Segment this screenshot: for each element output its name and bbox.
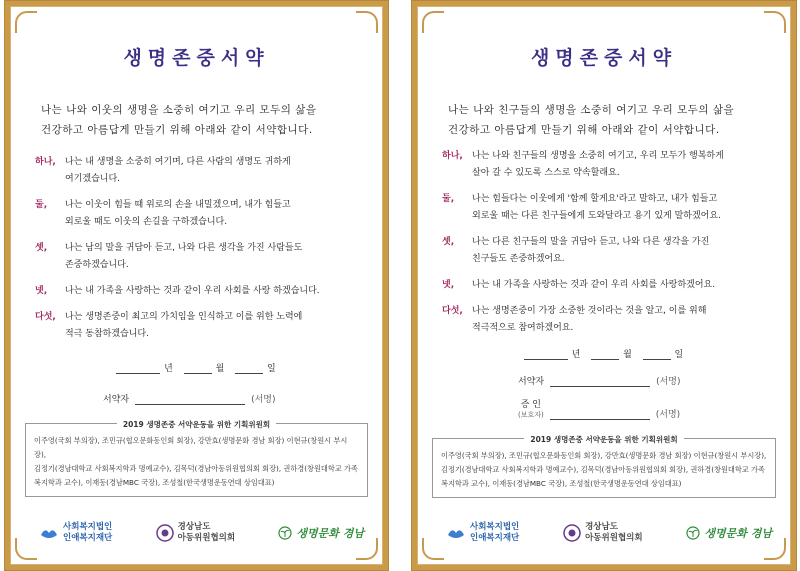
card-inner-frame — [417, 6, 791, 565]
day-label: 일 — [267, 364, 277, 374]
item-line: 나는 생명존중이 가장 소중한 것이라는 것을 알고, 이를 위해 — [472, 306, 707, 316]
corner-ornament — [422, 538, 444, 560]
item-text — [472, 277, 778, 294]
sponsor-logos — [446, 522, 772, 544]
signer-row — [103, 392, 382, 405]
item-line: 나는 내 생명을 소중히 여기며, 다른 사람의 생명도 귀하게 — [65, 157, 291, 167]
committee-title — [26, 418, 367, 432]
committee-line: 이주영(국회 부의장), 조민규(협오문화동인회 회장), 강만효(생명문화 경남 회장) 이현규(창원시 부시장), — [34, 436, 348, 459]
emblem-icon — [563, 524, 581, 542]
date-row — [418, 347, 790, 360]
intro-line: 건강하고 아름답게 만들기 위해 아래와 같이 서약합니다. — [448, 124, 720, 136]
pledge-intro — [448, 100, 772, 140]
pledge-intro — [41, 100, 364, 140]
item-number: 셋, — [442, 237, 455, 247]
item-text — [472, 191, 778, 225]
logo-text: 아동위원협의회 — [585, 533, 643, 543]
day-blank[interactable] — [235, 373, 263, 374]
emblem-icon — [156, 524, 174, 542]
pledge-card-adult — [4, 0, 389, 571]
item-text — [472, 148, 778, 182]
logo-text: 사회복지법인 — [470, 522, 520, 532]
pledge-item — [35, 283, 370, 300]
pledge-item — [35, 309, 370, 343]
item-text — [65, 154, 370, 188]
card-inner-frame — [10, 6, 383, 565]
signer-row — [518, 374, 790, 387]
pledge-title: 생명존중서약 — [123, 47, 270, 69]
witness-label-group — [518, 397, 544, 420]
item-line: 존중하겠습니다. — [65, 260, 129, 270]
corner-ornament — [764, 11, 786, 33]
committee-box — [25, 420, 368, 497]
item-text — [472, 303, 778, 337]
item-line: 나는 내 가족을 사랑하는 것과 같이 우리 사회를 사랑하겠어요. — [472, 280, 716, 290]
year-label: 년 — [571, 350, 582, 360]
pledge-item — [442, 303, 778, 337]
sign-paren: (서명) — [656, 377, 681, 387]
pledge-item — [35, 240, 370, 274]
item-line: 나는 남의 말을 귀담아 듣고, 나와 다른 생각을 가진 사람들도 — [65, 243, 303, 253]
year-label: 년 — [164, 364, 174, 374]
witness-blank[interactable] — [550, 419, 650, 420]
pledge-card-child — [411, 0, 797, 571]
month-label: 월 — [623, 350, 633, 360]
corner-ornament — [15, 538, 37, 560]
month-blank[interactable] — [591, 359, 619, 360]
committee-line: 이주영(국회 부의장), 조민규(협오문화동인회 회장), 강만효(생명문화 경남 회장) 이현규(창원시 부시장), — [441, 451, 767, 460]
item-text — [65, 240, 370, 274]
child-committee-logo — [563, 522, 642, 544]
month-label: 월 — [215, 364, 226, 374]
committee-title-text: 2019 생명존중 서약운동을 위한 기획위원회 — [117, 420, 276, 429]
item-number: 하나, — [35, 157, 56, 167]
item-line: 친구들도 존중하겠어요. — [472, 254, 565, 264]
intro-line: 건강하고 아름답게 만들기 위해 아래와 같이 서약합니다. — [41, 124, 313, 136]
pledge-item — [442, 234, 778, 268]
item-number: 다섯, — [442, 306, 463, 316]
witness-row — [518, 397, 790, 420]
corner-ornament — [356, 11, 378, 33]
item-number: 넷, — [35, 286, 48, 296]
item-number: 둘, — [442, 194, 455, 204]
item-text — [65, 197, 370, 231]
item-number: 셋, — [35, 243, 48, 253]
item-line: 나는 생명존중이 최고의 가치임을 인식하고 이를 위한 노력에 — [65, 312, 303, 322]
intro-line: 나는 나와 친구들의 생명을 소중히 여기고 우리 모두의 삶을 — [448, 104, 735, 116]
logo-text: 사회복지법인 — [63, 522, 113, 532]
committee-line: 복지학과 교수), 이재동(경남MBC 국장), 조성철(한국생명운동연대 상임대표) — [34, 478, 275, 487]
sprout-icon — [278, 526, 292, 540]
committee-line: 김정기(경남대학교 사회복지학과 명예교수), 김목덕(경남아동위원협의회 회장), 권하경(창원대학교 가족 — [441, 465, 765, 474]
item-line: 나는 다른 친구들의 말을 귀담아 듣고, 나와 다른 생각을 가진 — [472, 237, 710, 247]
witness-sublabel: (보호자) — [518, 411, 544, 419]
signer-label: 서약자 — [103, 395, 130, 405]
item-text — [65, 309, 370, 343]
item-line: 적극적으로 참여하겠어요. — [472, 323, 574, 333]
item-line: 나는 힘들다는 이웃에게 '함께 할게요'라고 말하고, 내가 힘들고 — [472, 194, 718, 204]
item-text — [472, 234, 778, 268]
logo-text: 인애복지재단 — [470, 533, 520, 543]
logo-text: 인애복지재단 — [63, 533, 113, 543]
item-number: 둘, — [35, 200, 48, 210]
item-line: 나는 나와 친구들의 생명을 소중히 여기고, 우리 모두가 행복하게 — [472, 151, 724, 161]
logo-text: 경상남도 — [585, 522, 618, 532]
committee-line: 김정기(경남대학교 사회복지학과 명예교수), 김목덕(경남아동위원협의회 회장), 권하경(창원대학교 가족 — [34, 464, 358, 473]
life-culture-logo — [278, 526, 364, 540]
sponsor-logos — [39, 522, 364, 544]
child-committee-logo — [156, 522, 235, 544]
hands-icon — [446, 525, 466, 541]
year-blank[interactable] — [524, 359, 568, 360]
item-line: 외로울 때는 다른 친구들에게 도와달라고 용기 있게 말하겠어요. — [472, 211, 721, 221]
signer-blank[interactable] — [135, 404, 245, 405]
signer-blank[interactable] — [550, 386, 650, 387]
committee-title — [433, 433, 775, 447]
day-label: 일 — [674, 350, 685, 360]
month-blank[interactable] — [184, 373, 212, 374]
intro-line: 나는 나와 이웃의 생명을 소중히 여기고 우리 모두의 삶을 — [41, 104, 317, 116]
pledge-item — [35, 154, 370, 188]
welfare-foundation-logo — [446, 522, 519, 544]
day-blank[interactable] — [643, 359, 671, 360]
sprout-icon — [686, 526, 700, 540]
signer-label: 서약자 — [518, 377, 545, 387]
logo-text: 아동위원협의회 — [177, 533, 236, 543]
item-number: 다섯, — [35, 312, 56, 322]
pledge-title: 생명존중서약 — [530, 47, 678, 69]
item-line: 외로울 때도 이웃의 손길을 구하겠습니다. — [65, 217, 228, 227]
item-line: 적극 동참하겠습니다. — [65, 329, 149, 339]
pledge-item — [442, 191, 778, 225]
life-culture-logo — [686, 526, 772, 540]
committee-title-text: 2019 생명존중 서약운동을 위한 기획위원회 — [524, 435, 683, 444]
hands-icon — [39, 525, 59, 541]
item-number: 넷, — [442, 280, 455, 290]
item-line: 나는 이웃이 힘들 때 위로의 손을 내밀겠으며, 내가 힘들고 — [65, 200, 291, 210]
year-blank[interactable] — [116, 373, 160, 374]
witness-label: 증 인 — [520, 400, 541, 410]
committee-box — [432, 435, 776, 498]
pledge-item — [442, 148, 778, 182]
pledge-items — [35, 154, 370, 343]
logo-text: 생명문화 경남 — [296, 526, 364, 540]
sign-paren: (서명) — [251, 395, 276, 405]
corner-ornament — [15, 11, 37, 33]
item-line: 살아 갈 수 있도록 스스로 약속할래요. — [472, 168, 620, 178]
logo-text: 경상남도 — [177, 522, 211, 532]
item-line: 나는 내 가족을 사랑하는 것과 같이 우리 사회를 사랑 하겠습니다. — [65, 286, 320, 296]
committee-line: 복지학과 교수), 이재동(경남MBC 국장), 조성철(한국생명운동연대 상임대표) — [441, 479, 682, 488]
item-number: 하나, — [442, 151, 463, 161]
item-text — [65, 283, 370, 300]
pledge-items — [442, 148, 778, 337]
item-line: 여기겠습니다. — [65, 174, 121, 184]
corner-ornament — [422, 11, 444, 33]
welfare-foundation-logo — [39, 522, 112, 544]
pledge-item — [442, 277, 778, 294]
logo-text: 생명문화 경남 — [704, 526, 772, 540]
sign-paren: (서명) — [655, 410, 681, 420]
pledge-item — [35, 197, 370, 231]
date-row — [11, 361, 382, 374]
